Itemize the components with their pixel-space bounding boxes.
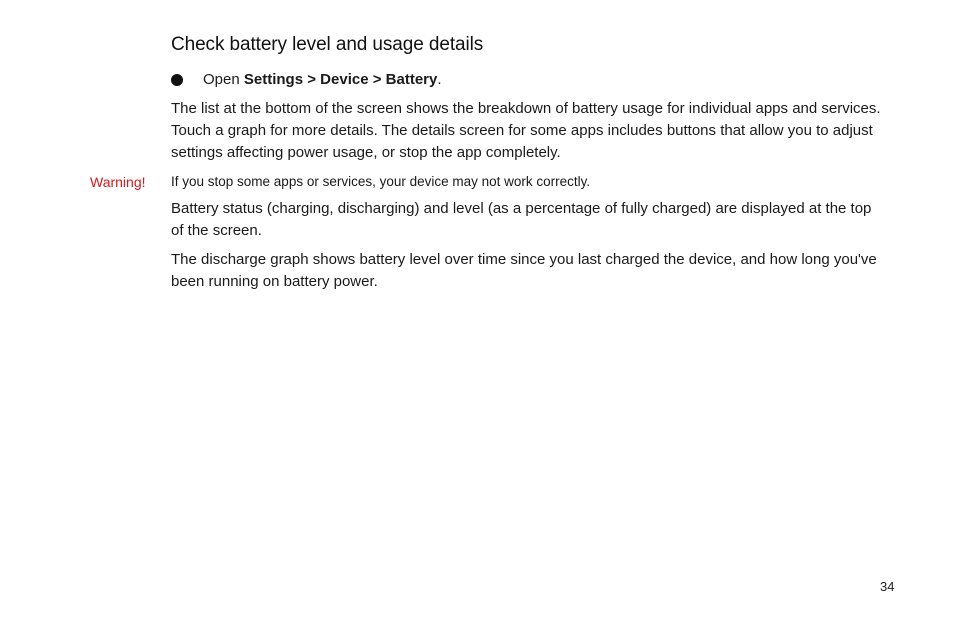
path-separator: > bbox=[303, 71, 321, 88]
path-separator: > bbox=[368, 71, 386, 88]
path-settings: Settings bbox=[243, 71, 304, 88]
step-suffix: . bbox=[437, 71, 442, 88]
section-heading: Check battery level and usage details bbox=[171, 34, 484, 55]
page-number: 34 bbox=[880, 579, 895, 594]
path-device: Device bbox=[320, 71, 369, 88]
bullet-icon bbox=[171, 74, 183, 86]
warning-text: If you stop some apps or services, your device may not work correctly. bbox=[171, 174, 591, 189]
paragraph-usage-list: The list at the bottom of the screen shows the breakdown of battery usage for individual apps and services. Touch a graph for more details. The details screen for some apps includes buttons that allow you to adjust settings affecting power usage, or stop the app completely. bbox=[171, 100, 881, 161]
path-battery: Battery bbox=[385, 71, 438, 88]
step-prefix: Open bbox=[203, 71, 244, 88]
paragraph-discharge-graph: The discharge graph shows battery level over time since you last charged the device, and how long you've been running on battery power. bbox=[171, 251, 877, 290]
paragraph-battery-status: Battery status (charging, discharging) and level (as a percentage of fully charged) are displayed at the top of the screen. bbox=[171, 200, 872, 239]
warning-label: Warning! bbox=[90, 174, 146, 190]
step-text bbox=[203, 70, 442, 90]
